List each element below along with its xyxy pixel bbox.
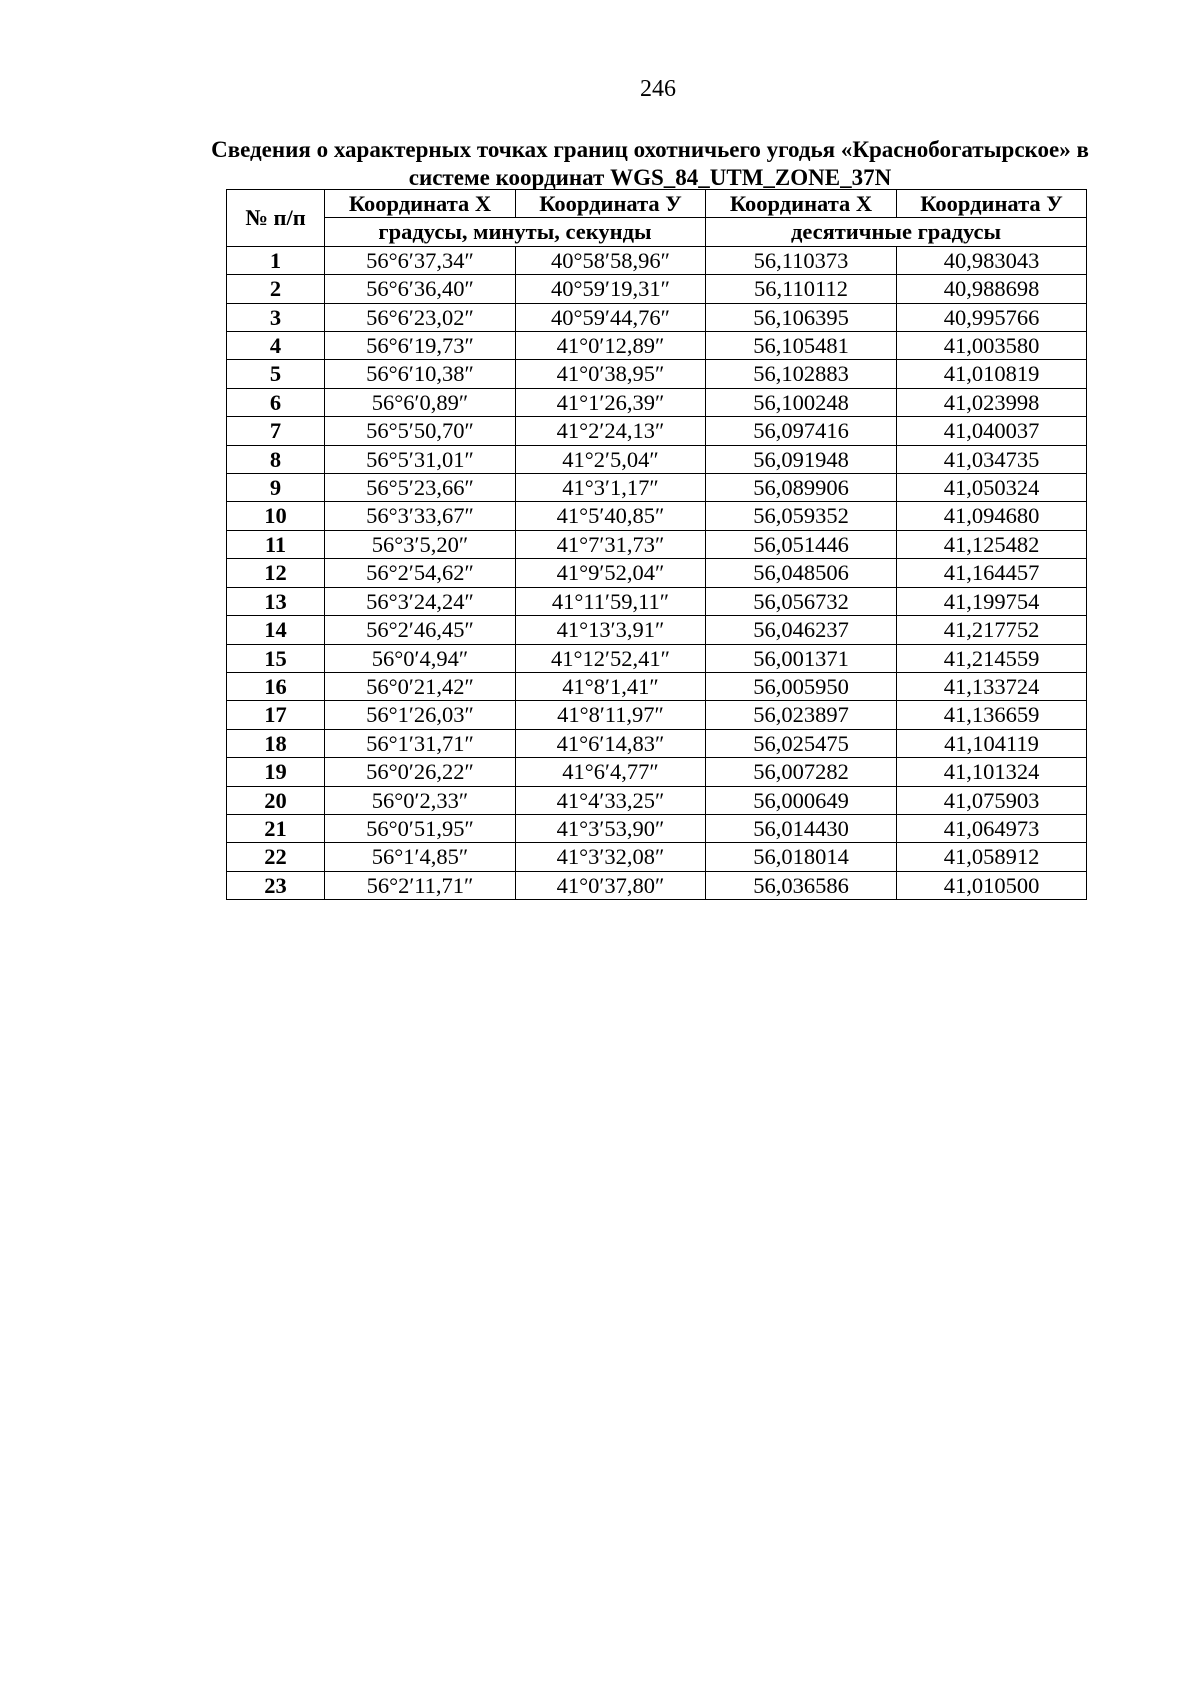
cell-coord-x-dms: 56°5′50,70″ bbox=[325, 417, 516, 445]
cell-coord-x-decimal: 56,025475 bbox=[706, 729, 897, 757]
cell-coord-x-decimal: 56,089906 bbox=[706, 474, 897, 502]
cell-coord-y-dms: 41°3′53,90″ bbox=[516, 814, 706, 842]
cell-coord-x-dms: 56°0′4,94″ bbox=[325, 644, 516, 672]
cell-coord-y-dms: 41°2′5,04″ bbox=[516, 445, 706, 473]
cell-coord-x-decimal: 56,105481 bbox=[706, 332, 897, 360]
cell-coord-x-decimal: 56,097416 bbox=[706, 417, 897, 445]
table-row bbox=[227, 388, 1087, 416]
cell-coord-x-dms: 56°2′11,71″ bbox=[325, 871, 516, 899]
cell-coord-y-decimal: 40,983043 bbox=[897, 246, 1087, 274]
cell-coord-x-decimal: 56,102883 bbox=[706, 360, 897, 388]
cell-number: 1 bbox=[227, 246, 325, 274]
table-row bbox=[227, 616, 1087, 644]
cell-coord-y-dms: 41°5′40,85″ bbox=[516, 502, 706, 530]
cell-coord-x-decimal: 56,110112 bbox=[706, 275, 897, 303]
cell-coord-y-decimal: 40,988698 bbox=[897, 275, 1087, 303]
cell-number: 12 bbox=[227, 559, 325, 587]
table-row bbox=[227, 559, 1087, 587]
cell-coord-y-dms: 40°59′44,76″ bbox=[516, 303, 706, 331]
cell-coord-y-decimal: 41,058912 bbox=[897, 843, 1087, 871]
cell-number: 20 bbox=[227, 786, 325, 814]
cell-coord-y-dms: 41°13′3,91″ bbox=[516, 616, 706, 644]
cell-coord-x-decimal: 56,106395 bbox=[706, 303, 897, 331]
cell-coord-x-dms: 56°5′23,66″ bbox=[325, 474, 516, 502]
table-row bbox=[227, 360, 1087, 388]
cell-coord-y-decimal: 41,125482 bbox=[897, 530, 1087, 558]
cell-number: 16 bbox=[227, 672, 325, 700]
cell-coord-x-decimal: 56,046237 bbox=[706, 616, 897, 644]
cell-coord-y-dms: 41°12′52,41″ bbox=[516, 644, 706, 672]
cell-coord-x-dms: 56°6′36,40″ bbox=[325, 275, 516, 303]
table-row bbox=[227, 814, 1087, 842]
cell-coord-y-dms: 41°11′59,11″ bbox=[516, 587, 706, 615]
cell-number: 3 bbox=[227, 303, 325, 331]
cell-coord-x-dms: 56°1′31,71″ bbox=[325, 729, 516, 757]
document-title bbox=[180, 136, 1120, 192]
coordinates-table bbox=[226, 189, 1087, 900]
cell-coord-y-dms: 41°7′31,73″ bbox=[516, 530, 706, 558]
cell-number: 13 bbox=[227, 587, 325, 615]
cell-coord-x-dms: 56°6′19,73″ bbox=[325, 332, 516, 360]
cell-coord-y-decimal: 41,217752 bbox=[897, 616, 1087, 644]
cell-coord-x-decimal: 56,023897 bbox=[706, 701, 897, 729]
table-row bbox=[227, 445, 1087, 473]
table-row bbox=[227, 729, 1087, 757]
cell-coord-x-dms: 56°6′0,89″ bbox=[325, 388, 516, 416]
cell-coord-x-dms: 56°3′5,20″ bbox=[325, 530, 516, 558]
cell-coord-x-decimal: 56,100248 bbox=[706, 388, 897, 416]
table-row bbox=[227, 786, 1087, 814]
cell-coord-x-dms: 56°6′37,34″ bbox=[325, 246, 516, 274]
cell-coord-y-decimal: 41,064973 bbox=[897, 814, 1087, 842]
cell-number: 15 bbox=[227, 644, 325, 672]
cell-number: 2 bbox=[227, 275, 325, 303]
cell-coord-y-decimal: 40,995766 bbox=[897, 303, 1087, 331]
table-row bbox=[227, 474, 1087, 502]
cell-coord-y-decimal: 41,050324 bbox=[897, 474, 1087, 502]
cell-coord-x-dms: 56°6′10,38″ bbox=[325, 360, 516, 388]
title-line-1: Сведения о характерных точках границ охотничьего угодья «Краснобогатырское» в bbox=[211, 137, 1089, 162]
header-coord-y-dms: Координата У bbox=[516, 190, 706, 218]
cell-coord-y-dms: 41°4′33,25″ bbox=[516, 786, 706, 814]
header-group-dms: градусы, минуты, секунды bbox=[325, 218, 706, 246]
cell-coord-x-dms: 56°0′2,33″ bbox=[325, 786, 516, 814]
cell-number: 11 bbox=[227, 530, 325, 558]
header-coord-x-dms: Координата Х bbox=[325, 190, 516, 218]
cell-number: 19 bbox=[227, 758, 325, 786]
cell-number: 9 bbox=[227, 474, 325, 502]
table-row bbox=[227, 587, 1087, 615]
cell-coord-y-decimal: 41,010500 bbox=[897, 871, 1087, 899]
cell-coord-x-dms: 56°3′33,67″ bbox=[325, 502, 516, 530]
table-row bbox=[227, 303, 1087, 331]
cell-coord-y-dms: 41°2′24,13″ bbox=[516, 417, 706, 445]
cell-number: 7 bbox=[227, 417, 325, 445]
table-body bbox=[227, 246, 1087, 899]
cell-coord-x-decimal: 56,056732 bbox=[706, 587, 897, 615]
cell-coord-x-decimal: 56,051446 bbox=[706, 530, 897, 558]
cell-number: 10 bbox=[227, 502, 325, 530]
cell-coord-y-dms: 40°58′58,96″ bbox=[516, 246, 706, 274]
cell-coord-y-decimal: 41,023998 bbox=[897, 388, 1087, 416]
cell-coord-x-dms: 56°6′23,02″ bbox=[325, 303, 516, 331]
cell-coord-x-decimal: 56,005950 bbox=[706, 672, 897, 700]
cell-coord-x-decimal: 56,001371 bbox=[706, 644, 897, 672]
cell-coord-x-dms: 56°0′21,42″ bbox=[325, 672, 516, 700]
cell-coord-x-dms: 56°1′26,03″ bbox=[325, 701, 516, 729]
cell-coord-y-dms: 41°1′26,39″ bbox=[516, 388, 706, 416]
cell-coord-y-decimal: 41,040037 bbox=[897, 417, 1087, 445]
cell-coord-x-decimal: 56,048506 bbox=[706, 559, 897, 587]
cell-coord-y-dms: 41°8′1,41″ bbox=[516, 672, 706, 700]
cell-coord-x-dms: 56°5′31,01″ bbox=[325, 445, 516, 473]
table-row bbox=[227, 644, 1087, 672]
cell-coord-x-decimal: 56,018014 bbox=[706, 843, 897, 871]
cell-number: 17 bbox=[227, 701, 325, 729]
table-row bbox=[227, 843, 1087, 871]
cell-coord-y-dms: 41°0′37,80″ bbox=[516, 871, 706, 899]
header-group-decimal: десятичные градусы bbox=[706, 218, 1087, 246]
cell-coord-y-decimal: 41,010819 bbox=[897, 360, 1087, 388]
cell-number: 14 bbox=[227, 616, 325, 644]
cell-number: 23 bbox=[227, 871, 325, 899]
cell-coord-y-decimal: 41,104119 bbox=[897, 729, 1087, 757]
table-header-row bbox=[227, 190, 1087, 218]
table-row bbox=[227, 246, 1087, 274]
cell-coord-y-dms: 41°8′11,97″ bbox=[516, 701, 706, 729]
cell-coord-y-decimal: 41,164457 bbox=[897, 559, 1087, 587]
cell-coord-y-decimal: 41,101324 bbox=[897, 758, 1087, 786]
cell-coord-x-decimal: 56,059352 bbox=[706, 502, 897, 530]
table-row bbox=[227, 871, 1087, 899]
title-line-2: системе координат WGS_84_UTM_ZONE_37N bbox=[408, 165, 892, 190]
cell-coord-y-decimal: 41,133724 bbox=[897, 672, 1087, 700]
cell-coord-y-decimal: 41,214559 bbox=[897, 644, 1087, 672]
table-row bbox=[227, 417, 1087, 445]
cell-coord-y-dms: 41°0′38,95″ bbox=[516, 360, 706, 388]
cell-coord-x-dms: 56°3′24,24″ bbox=[325, 587, 516, 615]
cell-coord-y-decimal: 41,199754 bbox=[897, 587, 1087, 615]
cell-coord-y-dms: 41°9′52,04″ bbox=[516, 559, 706, 587]
cell-coord-x-decimal: 56,110373 bbox=[706, 246, 897, 274]
cell-coord-y-dms: 40°59′19,31″ bbox=[516, 275, 706, 303]
cell-number: 4 bbox=[227, 332, 325, 360]
cell-number: 21 bbox=[227, 814, 325, 842]
cell-number: 5 bbox=[227, 360, 325, 388]
header-coord-x-decimal: Координата Х bbox=[706, 190, 897, 218]
cell-coord-x-dms: 56°1′4,85″ bbox=[325, 843, 516, 871]
cell-coord-x-dms: 56°0′26,22″ bbox=[325, 758, 516, 786]
cell-number: 18 bbox=[227, 729, 325, 757]
cell-number: 8 bbox=[227, 445, 325, 473]
cell-coord-y-dms: 41°6′4,77″ bbox=[516, 758, 706, 786]
cell-coord-y-decimal: 41,094680 bbox=[897, 502, 1087, 530]
table-row bbox=[227, 332, 1087, 360]
header-coord-y-decimal: Координата У bbox=[897, 190, 1087, 218]
table-row bbox=[227, 530, 1087, 558]
cell-coord-y-dms: 41°3′32,08″ bbox=[516, 843, 706, 871]
cell-coord-y-dms: 41°3′1,17″ bbox=[516, 474, 706, 502]
cell-coord-x-decimal: 56,000649 bbox=[706, 786, 897, 814]
table-row bbox=[227, 758, 1087, 786]
cell-number: 6 bbox=[227, 388, 325, 416]
cell-coord-x-dms: 56°2′46,45″ bbox=[325, 616, 516, 644]
cell-coord-x-decimal: 56,091948 bbox=[706, 445, 897, 473]
table-row bbox=[227, 502, 1087, 530]
cell-coord-y-decimal: 41,136659 bbox=[897, 701, 1087, 729]
page-number: 246 bbox=[640, 76, 676, 102]
table-subheader-row bbox=[227, 218, 1087, 246]
cell-coord-y-dms: 41°6′14,83″ bbox=[516, 729, 706, 757]
cell-number: 22 bbox=[227, 843, 325, 871]
table-row bbox=[227, 701, 1087, 729]
cell-coord-x-dms: 56°0′51,95″ bbox=[325, 814, 516, 842]
cell-coord-x-decimal: 56,014430 bbox=[706, 814, 897, 842]
header-number: № п/п bbox=[227, 190, 325, 247]
table-row bbox=[227, 275, 1087, 303]
table-row bbox=[227, 672, 1087, 700]
cell-coord-x-decimal: 56,007282 bbox=[706, 758, 897, 786]
cell-coord-y-decimal: 41,034735 bbox=[897, 445, 1087, 473]
cell-coord-y-decimal: 41,075903 bbox=[897, 786, 1087, 814]
cell-coord-x-decimal: 56,036586 bbox=[706, 871, 897, 899]
cell-coord-x-dms: 56°2′54,62″ bbox=[325, 559, 516, 587]
cell-coord-y-decimal: 41,003580 bbox=[897, 332, 1087, 360]
cell-coord-y-dms: 41°0′12,89″ bbox=[516, 332, 706, 360]
